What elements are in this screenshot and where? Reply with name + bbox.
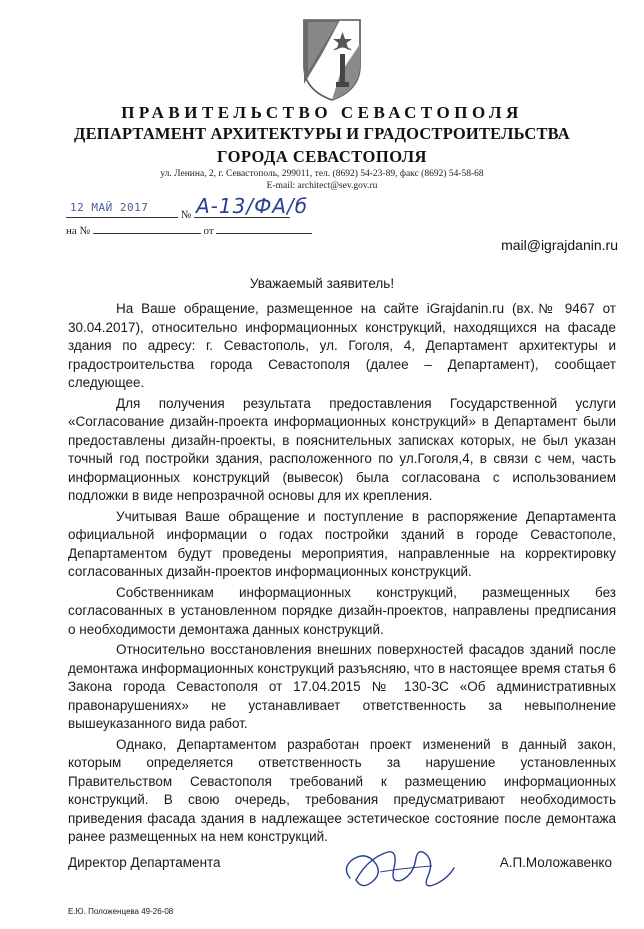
signatory-title: Директор Департамента xyxy=(68,855,221,870)
paragraph: Для получения результата предоставления Государственной услуги «Согласование дизайн-проекта информационных конструкций» в Департамент были предоставлены дизайн-проекты, в пояснительных записках которых, не был указан точный год постройки здания, расположенного по ул.Гоголя,4, в связи с чем, часть информационных конструкций (вывесок) была согласована с использованием подложки в виде непрозрачной основы для их крепления. xyxy=(68,395,616,503)
department-city: ГОРОДА СЕВАСТОПОЛЯ xyxy=(217,147,427,166)
reference-registration-row xyxy=(66,223,312,237)
sevastopol-coat-of-arms-emblem xyxy=(300,14,364,102)
handwritten-signature xyxy=(332,838,462,898)
handwritten-registration-number: А-13/ФА/б xyxy=(196,194,309,218)
department-address: ул. Ленина, 2, г. Севастополь, 299011, тел. (8692) 54-23-89, факс (8692) 54-58-68 xyxy=(160,169,484,179)
paragraph: Однако, Департаментом разработан проект изменений в данный закон, которым определяется ответственность за нарушение установленных Правительством Севастополя требований к размещению информационных конструкций. В свою очередь, требования предусматривают необходимость приведения фасада здания в надлежащее эстетическое состояние после демонтажа ранее размещенных на нем конструкций. xyxy=(68,736,616,844)
reference-from-label: от xyxy=(203,225,214,237)
paragraph: Относительно восстановления внешних поверхностей фасадов зданий после демонтажа информационных конструкций разъясняю, что в настоящее время статья 6 Закона города Севастополя от 17.04.2015 № 130-ЗС «Об административных правонарушениях» не устанавливает ответственность за невыполнение вышеуказанного вида работ. xyxy=(68,642,616,731)
letter-body xyxy=(68,300,616,847)
paragraph: На Ваше обращение, размещенное на сайте iGrajdanin.ru (вх.№ 9467 от 30.04.2017), относительно информационных конструкций, находящихся на фасаде здания по адресу: г. Севастополь, ул. Гоголя, 4, Департамент архитектуры и градостроительства города Севастополя (далее – Департамент), сообщает следующее. xyxy=(68,301,616,390)
government-name: ПРАВИТЕЛЬСТВО СЕВАСТОПОЛЯ xyxy=(121,103,523,122)
executor-contact: Е.Ю. Положенцева 49-26-08 xyxy=(68,907,174,916)
salutation: Уважаемый заявитель! xyxy=(249,276,395,291)
reference-date-line xyxy=(216,223,312,234)
reference-number-line xyxy=(93,223,201,234)
paragraph: Учитывая Ваше обращение и поступление в распоряжение Департамента официальной информации о годах постройки зданий в городе Севастополе, Департаментом будут проведены мероприятия, направленные на корректировку согласованных дизайн-проектов информационных конструкций. xyxy=(68,508,616,579)
department-name: ДЕПАРТАМЕНТ АРХИТЕКТУРЫ И ГРАДОСТРОИТЕЛЬСТВА xyxy=(74,124,570,143)
department-email: E-mail: architect@sev.gov.ru xyxy=(266,181,378,191)
paragraph: Собственникам информационных конструкций, размещенных без согласованных в установленном порядке дизайн-проектов, направлены предписания о необходимости демонтажа данных конструкций. xyxy=(68,584,616,637)
reference-prefix: на № xyxy=(66,225,91,237)
signatory-name: А.П.Моложавенко xyxy=(499,855,612,870)
registration-date-stamp: 12 МАЙ 2017 xyxy=(70,201,149,214)
recipient-address: mail@igrajdanin.ru xyxy=(501,237,618,253)
number-prefix: № xyxy=(180,209,192,221)
